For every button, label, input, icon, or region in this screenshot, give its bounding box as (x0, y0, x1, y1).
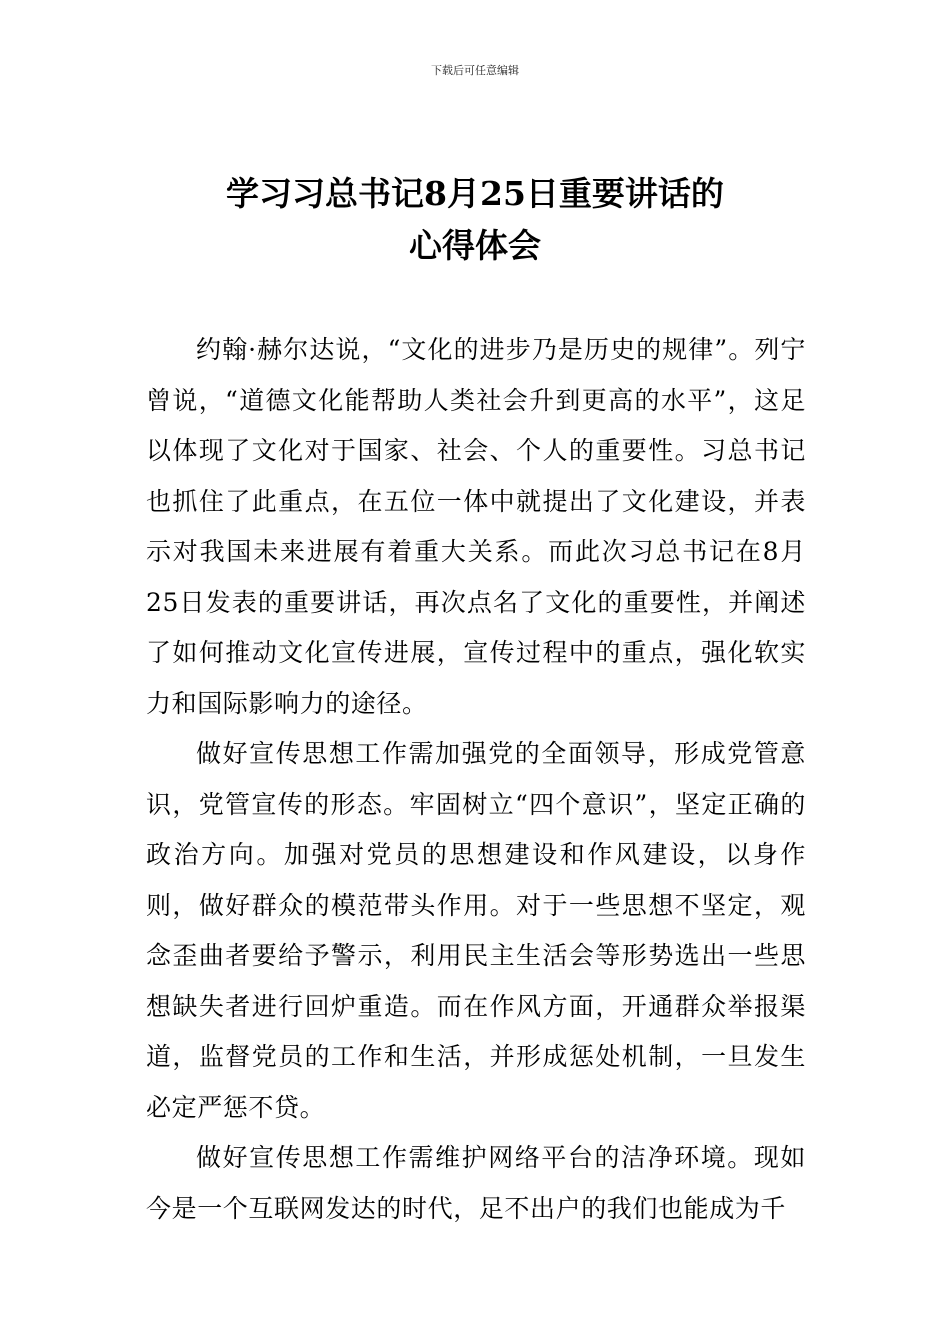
document-body (146, 325, 806, 1234)
paragraph-3: 做好宣传思想工作需维护网络平台的洁净环境。现如今是一个互联网发达的时代，足不出户的我们也能成为千 (146, 1143, 806, 1223)
paragraph-1: 约翰·赫尔达说，“文化的进步乃是历史的规律”。列宁曾说，“道德文化能帮助人类社会升到更高的水平”，这足以体现了文化对于国家、社会、个人的重要性。习总书记也抓住了此重点，在五位一体中就提出了文化建设，并表示对我国未来进展有着重大关系。而此次习总书记在8月25日发表的重要讲话，再次点名了文化的重要性，并阐述了如何推动文化宣传进展，宣传过程中的重点，强化软实力和国际影响力的途径。 (146, 335, 806, 718)
page-header-note: 下载后可任意编辑 (431, 64, 519, 77)
document-title-line-2: 心得体会 (409, 226, 541, 265)
paragraph-2: 做好宣传思想工作需加强党的全面领导，形成党管意识，党管宣传的形态。牢固树立“四个意识”，坚定正确的政治方向。加强对党员的思想建设和作风建设，以身作则，做好群众的模范带头作用。对于一些思想不坚定，观念歪曲者要给予警示，利用民主生活会等形势选出一些思想缺失者进行回炉重造。而在作风方面，开通群众举报渠道，监督党员的工作和生活，并形成惩处机制，一旦发生必定严惩不贷。 (146, 739, 806, 1122)
document-title-line-1: 学习习总书记8月25日重要讲话的 (226, 174, 724, 213)
document-title (100, 168, 850, 272)
